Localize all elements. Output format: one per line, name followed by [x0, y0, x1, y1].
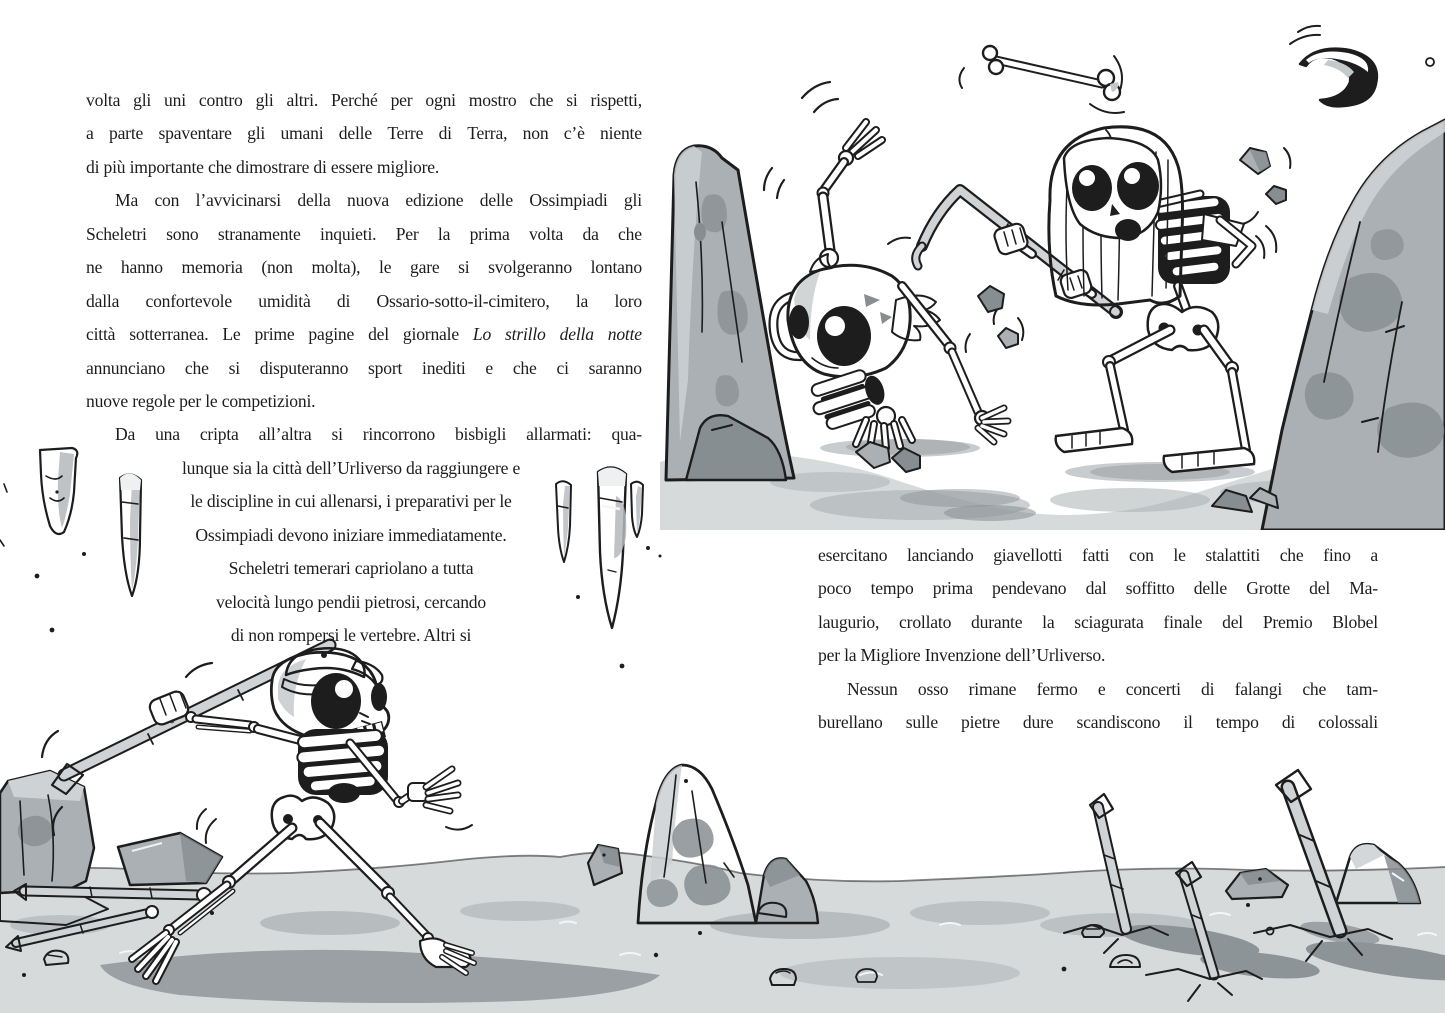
left-text-line-4: Ma con l’avvicinarsi della nuova edizione delle Ossimpiadi gli — [115, 190, 642, 211]
right-text-line-3: laugurio, crollato durante la sciagurata finale del Premio Blobel — [818, 611, 1378, 632]
right-page-text — [818, 539, 1378, 740]
left-text-line-6: ne hanno memoria (non molta), le gare si svolgeranno lontano — [86, 257, 642, 278]
striped-ribs — [806, 365, 890, 433]
left-text-line-17: di non rompersi le vertebre. Altri si — [230, 625, 472, 645]
right-text-line-1: esercitano lanciando giavellotti fatti con le stalattiti che fino a — [818, 545, 1378, 565]
left-text-line-9: annunciano che si disputeranno sport inediti e che ci saranno — [86, 357, 642, 378]
right-text-line-4: per la Migliore Invenzione dell’Urliverso. — [818, 645, 1106, 666]
legs — [1056, 330, 1255, 472]
left-text-line-8: città sotterranea. Le prime pagine del giornale Lo strillo della notte — [86, 324, 642, 345]
left-text-line-11: Da una cripta all’altra si rincorrono bisbigli allarmati: qua- — [115, 424, 642, 445]
stalactite-left-blunt — [40, 448, 77, 534]
left-text-line-7: dalla confortevole umidità di Ossario-sotto-il-cimitero, la loro — [86, 290, 642, 311]
left-text-line-1: volta gli uni contro gli altri. Perché per ogni mostro che si rispetti, — [86, 90, 642, 110]
standing-skeleton-illustration — [916, 127, 1277, 482]
left-text-line-5: Scheletri sono stranamente inquieti. Per la prima volta da che — [86, 223, 642, 244]
right-text-line-2: poco tempo prima pendevano dal soffitto delle Grotte del Ma- — [818, 578, 1378, 599]
left-text-line-2: a parte spaventare gli umani delle Terre di Terra, non c’è niente — [86, 123, 642, 144]
left-text-line-3: di più importante che dimostrare di essere migliore. — [86, 156, 440, 177]
flying-bone — [959, 46, 1124, 113]
left-page-text — [86, 84, 642, 652]
raised-leg — [818, 122, 883, 267]
left-text-line-15: Scheletri temerari capriolano a tutta — [228, 558, 474, 579]
handstand-skeleton-illustration — [764, 82, 1023, 472]
left-text-line-16: velocità lungo pendii pietrosi, cercando — [216, 591, 486, 612]
top-illustration — [660, 0, 1445, 530]
upside-down-skull — [788, 265, 910, 377]
left-text-line-12: lunque sia la città dell’Urliverso da raggiungere e — [181, 457, 521, 478]
left-text-line-14: Ossimpiadi devono iniziare immediatamente. — [195, 524, 507, 545]
right-text-line-6: burellano sulle pietre dure scandiscono il tempo di colossali — [818, 712, 1378, 733]
left-text-line-10: nuove regole per le competizioni. — [86, 390, 316, 411]
boomerang-horn — [1290, 26, 1377, 107]
right-text-line-5: Nessun osso rimane fermo e concerti di falangi che tam- — [847, 678, 1378, 699]
left-text-line-13: le discipline in cui allenarsi, i preparativi per le — [190, 491, 512, 512]
